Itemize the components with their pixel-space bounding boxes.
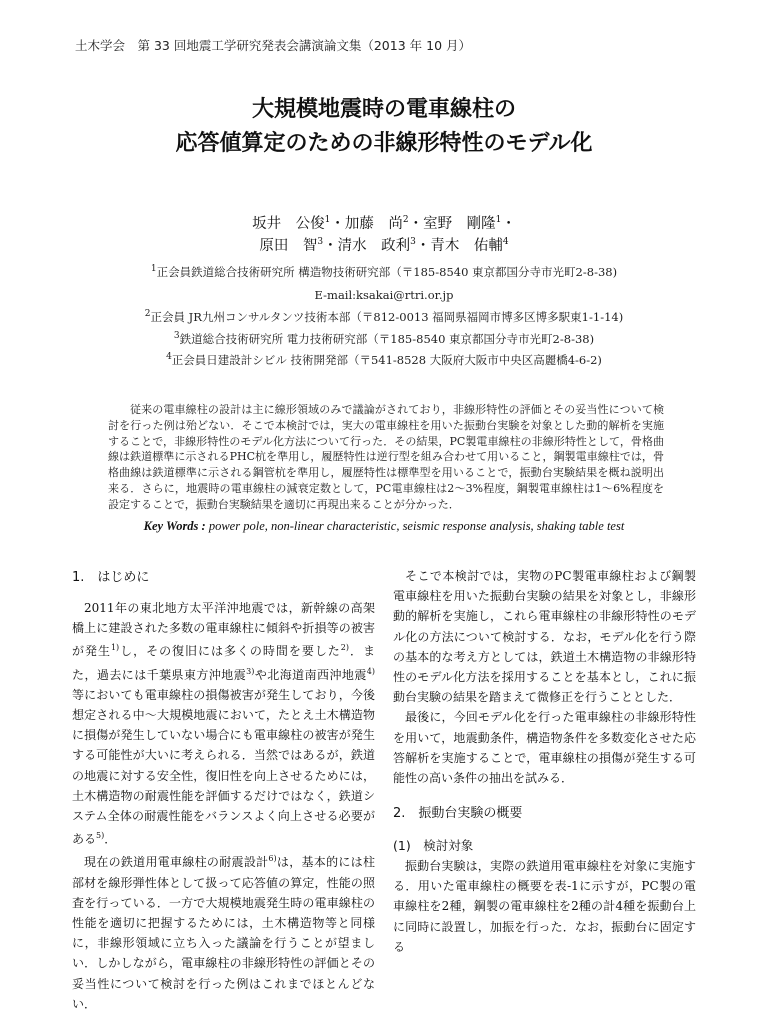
author-name: 青木 佑輔 (430, 238, 503, 254)
affiliation-2: $^2$正会員 JR九州コンサルタンツ技術本部（〒812-0013 福岡県福岡市博多区博多駅東1-1-14) (144, 309, 624, 324)
text-run: し，その復旧には多くの時間を要した (119, 644, 341, 659)
author-separator: ・ (408, 216, 424, 232)
section-1-body-right (393, 566, 696, 788)
citation-mark: 4) (366, 666, 375, 676)
citation-mark: 3) (246, 666, 255, 676)
author-name: 加藤 尚 (344, 216, 403, 232)
author-separator: ・ (323, 238, 338, 254)
authors-line-2 (0, 234, 768, 255)
authors-line-1 (0, 212, 768, 233)
text-run: は，基本的には柱部材を線形弾性体として扱って応答値の算定，性能の照査を行っている．一方で大規模地震発生時の電車線柱の性能を適切に把握するためには，土木構造物等と同様に，非線形領域に立ち入った議論を行うことが望ましい．しかしながら，電車線柱の非線形特性の評価とその妥当性について検討を行った例はこれまでほとんどない． (72, 855, 375, 1011)
citation-mark: 1) (110, 643, 120, 653)
section-2-1-body (393, 856, 696, 957)
text-run: 現在の鉄道用電車線柱の耐震設計 (84, 855, 269, 870)
author-affiliation-mark: 3 (317, 237, 324, 248)
text-run: や北海道南西沖地震 (254, 667, 367, 682)
author-separator: ・ (501, 216, 516, 232)
affiliation-1: $^1$正会員鉄道総合技術研究所 構造物技術研究部（〒185-8540 東京都国分寺市光町2-8-38) (150, 264, 618, 279)
affiliation-4: $^4$正会員日建設計シビル 技術開発部（〒541-8528 大阪府大阪市中央区高麗橋4-6-2) (166, 352, 602, 367)
citation-mark: 6) (268, 854, 277, 864)
paper-title-line-2: 応答値算定のための非線形特性のモデル化 (175, 131, 593, 156)
author-separator: ・ (330, 216, 345, 232)
author-name: 坂井 公俊 (252, 216, 325, 232)
author-separator: ・ (415, 238, 431, 254)
section-1-paragraph-2 (72, 849, 375, 1014)
section-1-heading: 1. はじめに (72, 570, 150, 585)
section-2-1-paragraph-1: 振動台実験は，実際の鉄道用電車線柱を対象に実施する．用いた電車線柱の概要を表-1に示すが，PC製の電車線柱を2種，鋼製の電車線柱を2種の計4種を振動台上に同時に設置し，加振を行った．なお，振動台に固定する (393, 859, 696, 954)
author-affiliation-mark: 4 (502, 237, 509, 248)
section-1-paragraph-3: そこで本検討では，実物のPC製電車線柱および鋼製電車線柱を用いた振動台実験の結果を対象とし，非線形動的解析を実施し，これら電車線柱の非線形特性のモデル化の方法について検討する．なお，モデル化を行う際の基本的な考え方としては，鉄道土木構造物の非線形特性のモデル化方法を採用することを基本とし，これに振動台実験の結果を踏まえて微修正を行うこととした． (393, 569, 696, 705)
author-affiliation-mark: 1 (324, 215, 331, 226)
section-2-heading: 2. 振動台実験の概要 (393, 806, 523, 821)
author-name: 室野 剛隆 (423, 216, 496, 232)
section-1-paragraph-4: 最後に，今回モデル化を行った電車線柱の非線形特性を用いて，地震動条件，構造物条件を多数変化させた応答解析を実施することで，電車線柱の損傷が発生する可能性の高い条件の抽出を試みる． (393, 710, 696, 786)
section-1-body-left (72, 598, 375, 1014)
abstract: 従来の電車線柱の設計は主に線形領域のみで議論がされており，非線形特性の評価とその妥当性について検討を行った例は殆どない．そこで本検討では，実大の電車線柱を用いた振動台実験を対象とした動的解析を実施することで，非線形特性のモデル化方法について行った．その結果，PC製電車線柱の非線形特性として，骨格曲線は鉄道標準に示されるPHC杭を準用し，履歴特性は逆行型を組み合わせて用いること，鋼製電車線柱では，骨格曲線は鉄道標準に示される鋼管杭を準用し，履歴特性は標準型を用いることで，振動台実験結果を概ね説明出来る．さらに，地震時の電車線柱の減衰定数として，PC電車線柱は2～3%程度，鋼製電車線柱は1～6%程度を設定することで，振動台実験結果を適切に再現出来ることが分かった． (108, 403, 664, 511)
citation-mark: 5) (96, 831, 105, 841)
author-affiliation-mark: 2 (402, 215, 409, 226)
affiliation-3: $^3$鉄道総合技術研究所 電力技術研究部（〒185-8540 東京都国分寺市光町2-8-38) (173, 331, 595, 346)
section-1-paragraph-1 (72, 598, 375, 849)
text-run: ．また，過去には千葉県東方沖地震 (72, 644, 375, 682)
author-email: E-mail:ksakai@rtri.or.jp (314, 288, 454, 302)
text-run: 2011年の東北地方太平洋沖地震では，新幹線の高架橋上に建設された多数の電車線柱に傾斜や折損等の被害が発生 (72, 601, 375, 659)
running-head: 土木学会 第 33 回地震工学研究発表会講演論文集（2013 年 10 月） (75, 38, 471, 53)
author-name: 清水 政利 (337, 238, 411, 254)
author-affiliation-mark: 3 (410, 237, 416, 248)
text-run: 等においても電車線柱の損傷被害が発生しており，今後想定される中～大規模地震において，たとえ土木構造物に損傷が発生していない場合にも電車線柱の被害が発生する可能性が大いに考えられる．当然ではあるが，鉄道の地震に対する安全性，復旧性を向上させるためには，土木構造物の耐震性能を評価するだけではなく，鉄道システム全体の耐震性能をバランスよく向上させる必要がある (72, 687, 375, 847)
keywords: Key Words : power pole, non-linear characteristic, seismic response analysis, shaking table test (143, 519, 625, 533)
author-affiliation-mark: 1 (495, 215, 502, 226)
text-run: ． (104, 832, 117, 847)
author-name: 原田 智 (259, 238, 318, 254)
paper-title-line-1: 大規模地震時の電車線柱の (251, 97, 516, 122)
citation-mark: 2) (340, 643, 349, 653)
section-2-1-heading: (1) 検討対象 (393, 838, 474, 853)
